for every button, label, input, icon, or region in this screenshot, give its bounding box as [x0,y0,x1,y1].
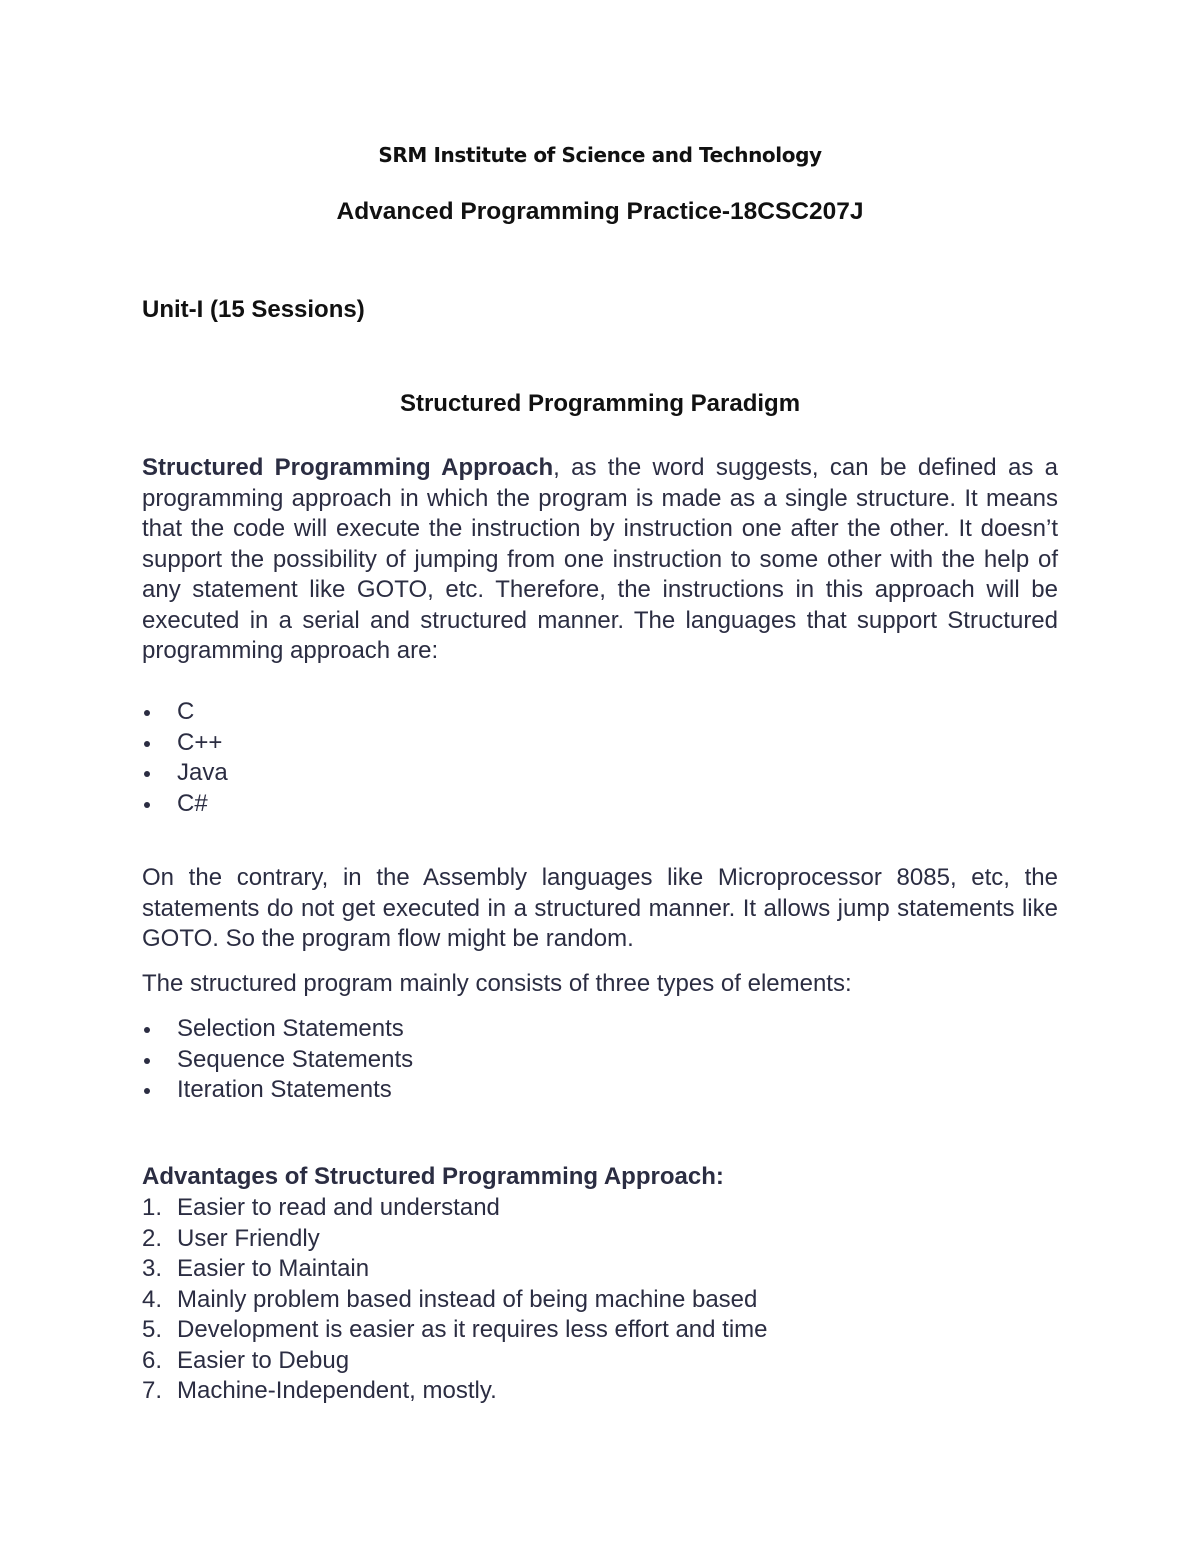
intro-lead-term: Structured Programming Approach [142,454,554,481]
bullet-icon [144,771,150,777]
intro-paragraph [142,453,1058,667]
list-item-number: 6. [142,1346,163,1374]
bullet-icon [144,710,150,716]
list-item [142,1346,768,1377]
contrary-paragraph: On the contrary, in the Assembly languages like Microprocessor 8085, etc, the statements do not get executed in a structured manner. It allows jump statements like GOTO. So the program flow might be random. [142,864,1058,952]
list-item [142,697,228,728]
list-item [142,1254,768,1285]
list-item-label: Easier to read and understand [177,1194,500,1221]
list-item [142,1075,413,1106]
advantages-list [142,1193,768,1407]
intro-text: , as the word suggests, can be defined as a programming approach in which the program is made as a single structure. It means that the code will execute the instruction by instruction one after the other. It doesn’t support the possibility of jumping from one instruction to some other with the help of any statement like GOTO, etc. Therefore, the instructions in this approach will be executed in a serial and structured manner. The languages that support Structured programming approach are: [142,454,1058,664]
course-title: Advanced Programming Practice-18CSC207J [336,198,864,225]
list-item-label: User Friendly [177,1224,320,1252]
list-item-label: Selection Statements [177,1015,404,1042]
list-item [142,1224,768,1255]
section-title: Structured Programming Paradigm [399,390,801,417]
list-item [142,1045,413,1076]
list-item-label: C++ [177,728,223,756]
advantages-heading: Advantages of Structured Programming Approach: [142,1163,724,1190]
list-item-label: C [177,698,195,725]
list-item-label: C# [177,789,208,817]
list-item [142,728,228,759]
institute-name: SRM Institute of Science and Technology [378,143,822,167]
list-item-label: Java [177,759,228,786]
bullet-icon [144,1088,150,1094]
list-item-number: 5. [142,1316,163,1343]
list-item [142,758,228,789]
elements-list [142,1014,413,1106]
bullet-icon [144,1027,150,1033]
list-item-label: Sequence Statements [177,1045,414,1073]
list-item-number: 4. [142,1285,163,1313]
list-item-number: 3. [142,1255,163,1282]
list-item [142,789,228,820]
list-item-label: Mainly problem based instead of being machine based [177,1285,758,1313]
bullet-icon [144,741,150,747]
list-item-label: Easier to Maintain [177,1255,370,1282]
list-item [142,1014,413,1045]
elements-intro: The structured program mainly consists of three types of elements: [142,970,852,997]
list-item-label: Machine-Independent, mostly. [177,1377,497,1404]
list-item [142,1315,768,1346]
list-item-label: Iteration Statements [177,1076,392,1103]
language-list [142,697,228,819]
list-item-number: 7. [142,1377,163,1404]
bullet-icon [144,802,150,808]
unit-heading: Unit-I (15 Sessions) [142,296,365,323]
list-item [142,1193,768,1224]
list-item-label: Easier to Debug [177,1346,350,1374]
list-item [142,1285,768,1316]
bullet-icon [144,1058,150,1064]
list-item-label: Development is easier as it requires less effort and time [177,1316,768,1343]
list-item-number: 1. [142,1194,163,1221]
list-item [142,1376,768,1407]
list-item-number: 2. [142,1224,163,1252]
